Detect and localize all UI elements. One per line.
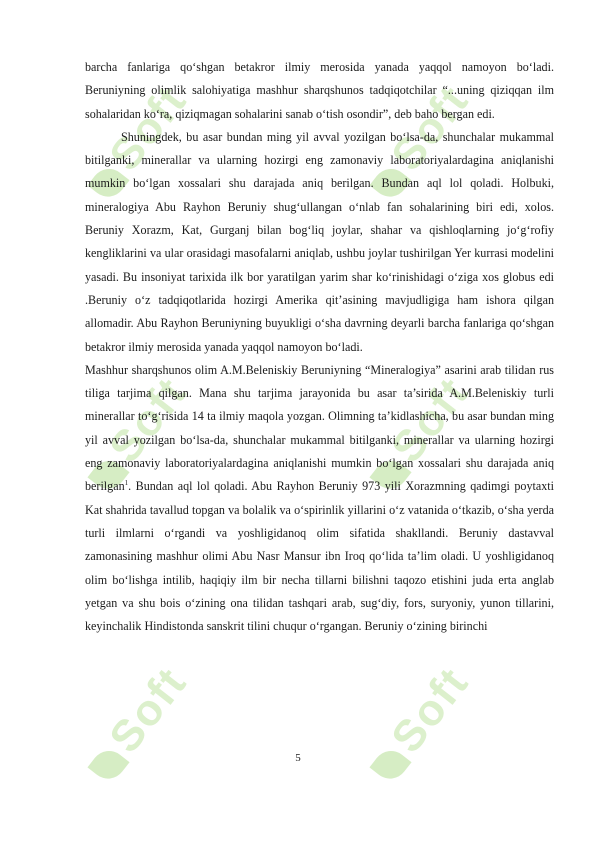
- paragraph-3-text: Mashhur sharqshunos olim A.M.Beleniskiy Beruniyning “Mineralogiya” asarini arab tilidan rus tiliga tarjima qilgan. Mana shu tarjima jarayonida bu asar ta’sirida A.M.Beleniskiy turli minerallar to‘g‘risida 14 ta ilmiy maqola yozgan. Olimning ta’kidlashicha, bu asar bundan ming yil avval yozilgan bo‘lsa-da, shunchalar mukammal bitilganki, minerallar va ularning hozirgi eng zamonaviy laboratoriyalardagina aniqlanishi mumkin bo‘lgan xossalari shu darajada aniq berilgan: [85, 362, 554, 494]
- footnote-marker[interactable]: 1: [124, 479, 129, 488]
- watermark: Soft: [360, 76, 479, 209]
- watermark: Soft: [78, 658, 197, 791]
- leaf-icon: [88, 744, 130, 786]
- watermark: Soft: [360, 658, 479, 791]
- paragraph-2: Shuningdek, bu asar bundan ming yil avval yozilgan bo‘lsa-da, shunchalar mukammal bitilganki, minerallar va ularning hozirgi eng zamonaviy laboratoriyalardagina aniqlanishi mumkin bo‘lgan xossalari shu darajada aniq berilgan. Bundan aql lol qoladi. Holbuki, mineralogiya Abu Rayhon Beruniy shug‘ullangan o‘nlab fan sohalarining biri edi, xolos. Beruniy Xorazm, Kat, Gurganj bilan bog‘liq joylar, shahar va qishloqlarning jo‘g‘rofiy kengliklarini va ular orasidagi masofalarni aniqlab, ushbu joylar tushirilgan Yer kurrasi modelini yasadi. Bu insoniyat tarixida ilk bor yaratilgan yarim shar ko‘rinishidagi o‘ziga xos globus edi .Beruniy o‘z tadqiqotlarida hozirgi Amerika qit’asining mavjudligiga ham ishora qilgan allomadir. Abu Rayhon Beruniyning buyukligi o‘sha davrning deyarli barcha fanlariga qo‘shgan betakror ilmiy merosida yanada yaqqol namoyon bo‘ladi.: [85, 129, 554, 354]
- paragraph-1: barcha fanlariga qo‘shgan betakror ilmiy merosida yanada yaqqol namoyon bo‘ladi. Beruniyning olimlik salohiyatiga mashhur sharqshunos tadqiqotchilar “...uning qiziqqan ilm sohalaridan ko‘ra, qiziqmagan sohalarini sanab o‘tish osondir”, deb baho bergan edi.: [85, 60, 554, 121]
- watermark: Soft: [78, 76, 197, 209]
- page-number: 5: [295, 752, 301, 764]
- watermark: Soft: [360, 368, 479, 501]
- leaf-icon: [370, 744, 412, 786]
- paragraph-3-continued: . Bundan aql lol qoladi. Abu Rayhon Beruniy 973 yili Xorazmning qadimgi poytaxti Kat shahrida tavallud topgan va bolalik va o‘spirinlik yillarini o‘z vatanida o‘tkazib, o‘sha yerda turli ilmlarni o‘rgandi va yoshligidanoq olim sifatida shakllandi. Beruniy dastavval zamonasining mashhur olimi Abu Nasr Mansur ibn Iroq qo‘lida ta’lim oladi. U yoshligidanoq olim bo‘lishga intilib, haqiqiy ilm bir necha tillarni bilishni taqozo etishini juda erta anglab yetgan va shu bois o‘zining ona tilidan tashqari arab, sug‘diy, fors, suryoniy, yunon tillarini, keyinchalik Hindistonda sanskrit tilini chuqur o‘rgangan. Beruniy o‘zining birinchi: [85, 479, 554, 634]
- body-text: [85, 56, 554, 638]
- paragraph-3: [85, 359, 554, 639]
- watermark: Soft: [78, 368, 197, 501]
